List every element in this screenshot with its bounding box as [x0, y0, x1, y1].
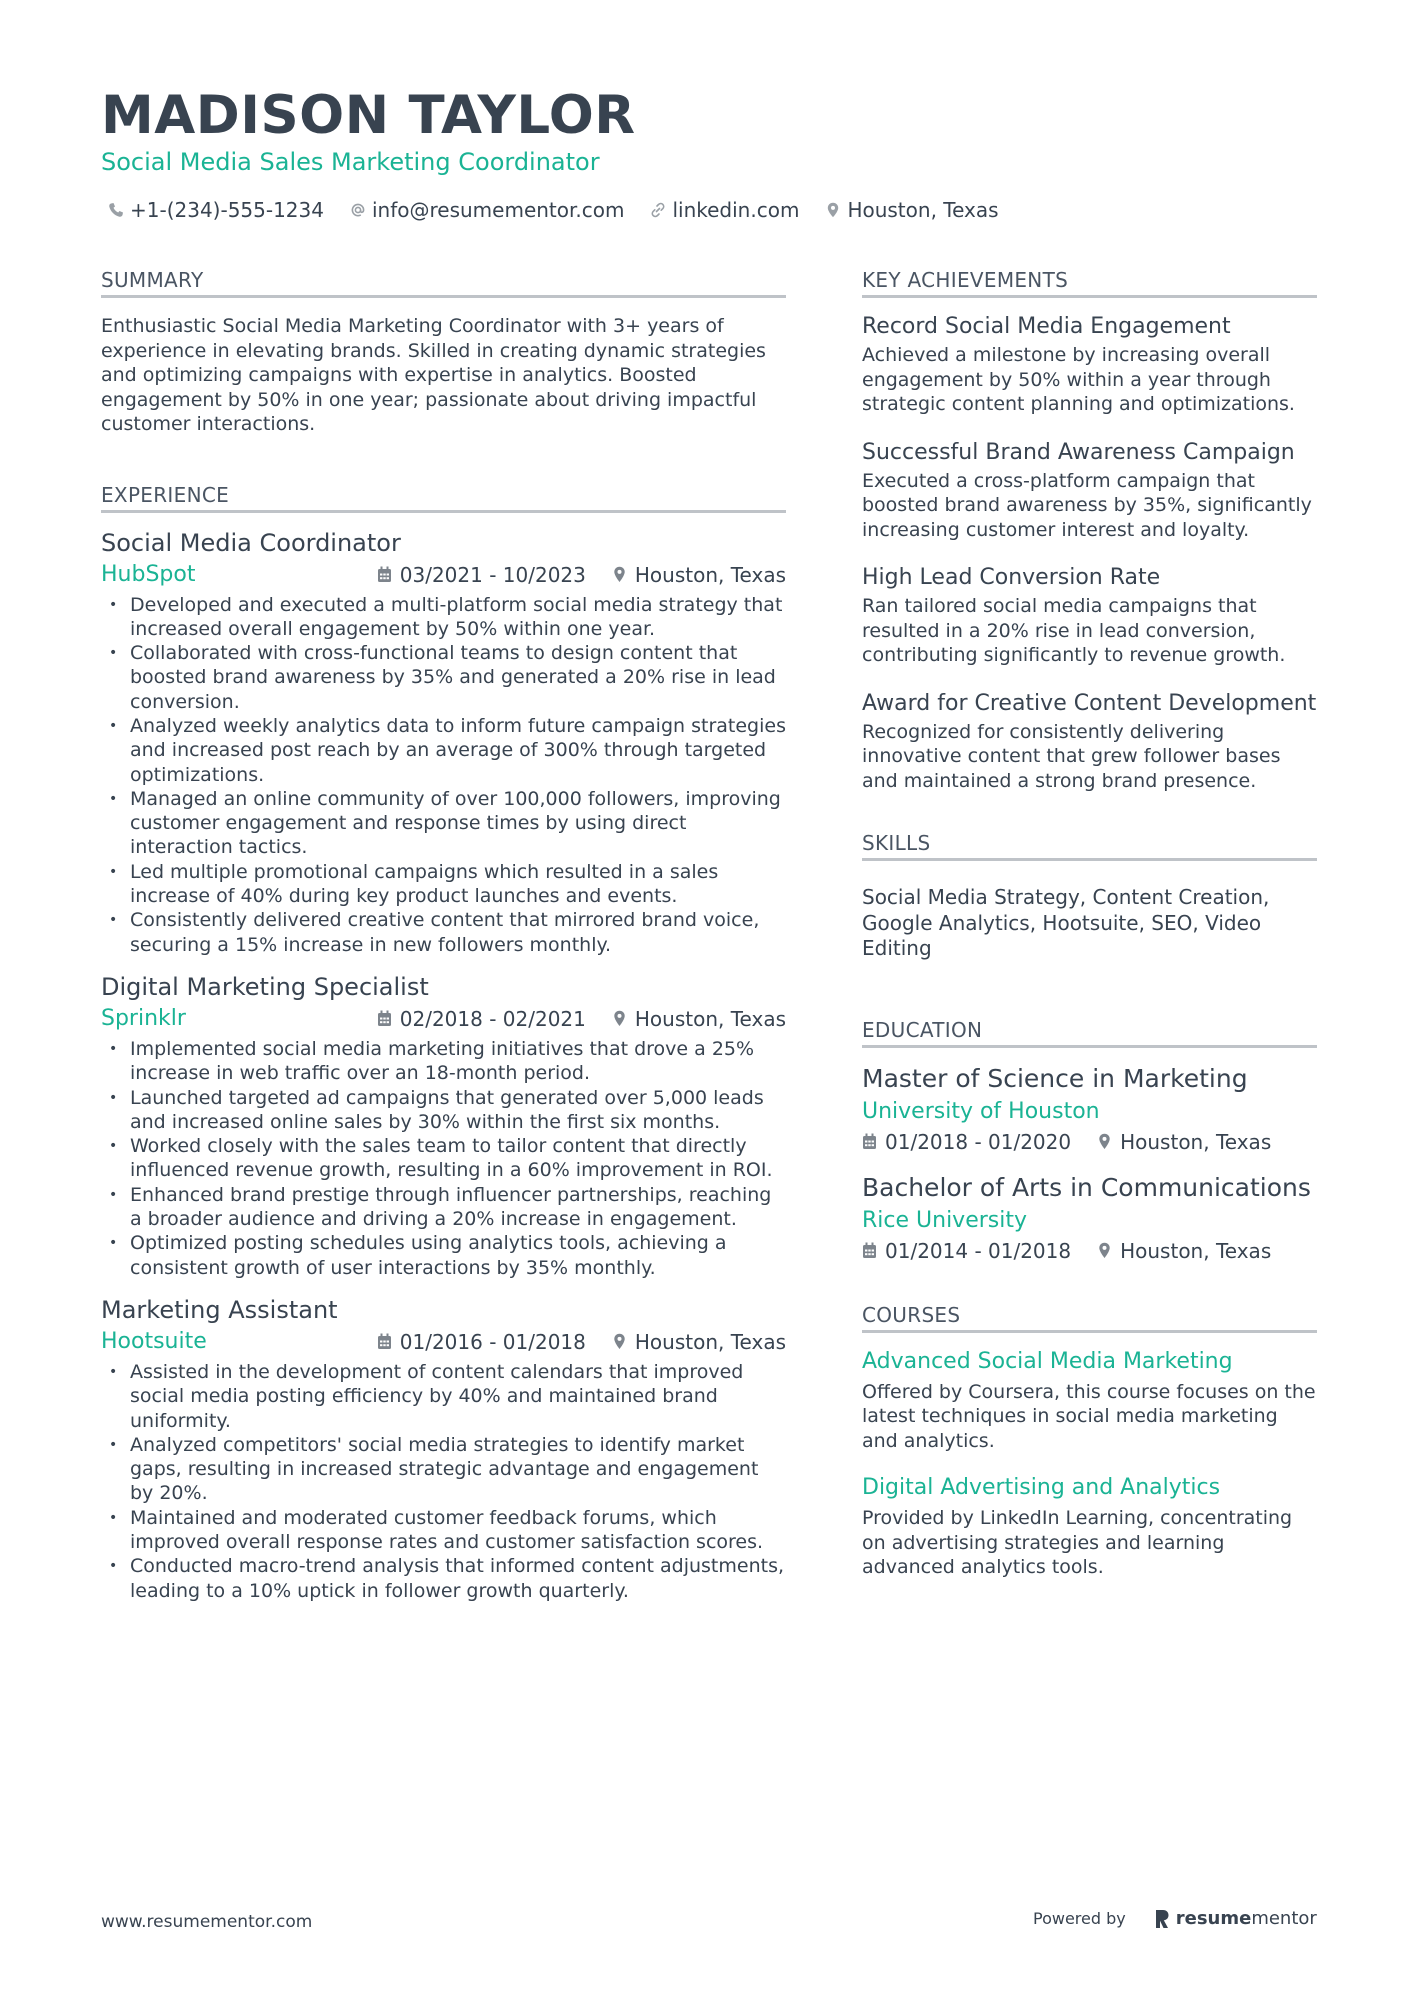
- education-degree: Bachelor of Arts in Communications: [862, 1172, 1311, 1202]
- job-title: Social Media Coordinator: [101, 528, 401, 557]
- job-bullet: • Led multiple promotional campaigns which resulted in a sales increase of 40% during key product launches and events.: [101, 860, 786, 909]
- experience-section: [101, 483, 786, 1603]
- job-company: Hootsuite: [101, 1329, 207, 1355]
- location-pin-icon: [1097, 1242, 1112, 1259]
- courses-heading: COURSES: [862, 1303, 1317, 1333]
- candidate-title: Social Media Sales Marketing Coordinator: [101, 148, 600, 176]
- achievement-item: [862, 691, 1317, 794]
- phone-text: +1-(234)-555-1234: [130, 198, 324, 222]
- candidate-name: MADISON TAYLOR: [101, 85, 636, 146]
- location-pin-icon: [825, 202, 841, 218]
- calendar-icon: [377, 566, 392, 583]
- job-meta: [101, 1328, 786, 1356]
- education-location-text: Houston, Texas: [1120, 1238, 1272, 1263]
- job-meta: [101, 1005, 786, 1033]
- course-item: [862, 1475, 1317, 1580]
- job-location: [612, 563, 786, 587]
- left-column: [101, 268, 786, 1619]
- job-title: Marketing Assistant: [101, 1295, 338, 1324]
- job-entry: [101, 1296, 786, 1603]
- education-dates-text: 01/2014 - 01/2018: [885, 1238, 1072, 1263]
- job-bullet: • Optimized posting schedules using analytics tools, achieving a consistent growth of user interactions by 35% monthly.: [101, 1231, 786, 1280]
- achievement-text: Recognized for consistently delivering innovative content that grew follower bases and maintained a strong brand presence.: [862, 720, 1281, 792]
- job-company: Sprinklr: [101, 1006, 186, 1032]
- job-bullets: [101, 1037, 786, 1280]
- job-location-text: Houston, Texas: [634, 1006, 786, 1031]
- course-text: Offered by Coursera, this course focuses on the latest techniques in social media marketing and analytics.: [862, 1380, 1316, 1452]
- achievement-title: Award for Creative Content Development: [862, 690, 1317, 716]
- achievement-title: High Lead Conversion Rate: [862, 565, 1161, 590]
- education-dates-text: 01/2018 - 01/2020: [885, 1129, 1072, 1154]
- job-bullet: • Developed and executed a multi-platform social media strategy that increased overall engagement by 50% within one year.: [101, 593, 786, 642]
- experience-heading: EXPERIENCE: [101, 483, 786, 513]
- calendar-icon: [377, 1010, 392, 1027]
- job-bullet: • Maintained and moderated customer feedback forums, which improved overall response rates and customer satisfaction scores.: [101, 1506, 786, 1555]
- courses-section: [862, 1303, 1317, 1580]
- job-bullet: • Consistently delivered creative content that mirrored brand voice, securing a 15% increase in new followers monthly.: [101, 908, 786, 957]
- achievements-section: [862, 268, 1317, 793]
- skills-section: [862, 831, 1317, 962]
- at-icon: [350, 202, 366, 218]
- linkedin-text: linkedin.com: [672, 198, 800, 222]
- location-pin-icon: [612, 1333, 627, 1350]
- education-location-text: Houston, Texas: [1120, 1129, 1272, 1154]
- brand-name-light: mentor: [1251, 1908, 1317, 1929]
- achievement-item: [862, 314, 1317, 417]
- education-degree: Master of Science in Marketing: [862, 1063, 1248, 1093]
- summary-section: [101, 268, 786, 437]
- achievement-title: Record Social Media Engagement: [862, 314, 1231, 339]
- phone-icon: [108, 202, 124, 218]
- job-dates: [377, 1007, 586, 1031]
- job-dates: [377, 563, 586, 587]
- achievement-text: Executed a cross-platform campaign that boosted brand awareness by 35%, significantly increasing customer interest and loyalty.: [862, 469, 1312, 541]
- footer-website-link[interactable]: www.resumementor.com: [101, 1912, 313, 1932]
- powered-by-label: Powered by: [1033, 1909, 1126, 1928]
- achievement-text: Achieved a milestone by increasing overall engagement by 50% within a year through strategic content planning and optimizations.: [862, 344, 1295, 415]
- calendar-icon: [377, 1333, 392, 1350]
- achievement-title: Successful Brand Awareness Campaign: [862, 439, 1295, 465]
- education-list: [862, 1064, 1317, 1263]
- course-title: Advanced Social Media Marketing: [862, 1348, 1233, 1374]
- location-text: Houston, Texas: [847, 198, 999, 222]
- job-meta: [101, 561, 786, 589]
- course-title: Digital Advertising and Analytics: [862, 1475, 1221, 1500]
- link-icon: [650, 202, 666, 218]
- education-school: University of Houston: [862, 1098, 1100, 1124]
- job-location-text: Houston, Texas: [634, 562, 786, 587]
- education-dates: [862, 1130, 1071, 1154]
- right-column: [862, 268, 1317, 1602]
- job-location: [612, 1007, 786, 1031]
- summary-heading: SUMMARY: [101, 268, 786, 298]
- job-bullet: • Conducted macro-trend analysis that informed content adjustments, leading to a 10% uptick in follower growth quarterly.: [101, 1554, 786, 1603]
- contact-bar: [108, 198, 999, 222]
- achievements-list: [862, 314, 1317, 793]
- job-bullet: • Collaborated with cross-functional teams to design content that boosted brand awareness by 35% and generated a 20% rise in lead conversion.: [101, 641, 786, 714]
- skills-text: Social Media Strategy, Content Creation, Google Analytics, Hootsuite, SEO, Video Editing: [862, 885, 1270, 960]
- location-pin-icon: [612, 1010, 627, 1027]
- achievement-item: [862, 565, 1317, 668]
- achievement-text: Ran tailored social media campaigns that resulted in a 20% rise in lead conversion, contributing significantly to revenue growth.: [862, 595, 1286, 666]
- email-text: info@resumementor.com: [371, 198, 625, 222]
- education-dates: [862, 1239, 1071, 1263]
- location-pin-icon: [612, 566, 627, 583]
- job-title: Digital Marketing Specialist: [101, 972, 429, 1001]
- job-location: [612, 1330, 786, 1354]
- education-school: Rice University: [862, 1207, 1027, 1233]
- job-bullet: • Implemented social media marketing initiatives that drove a 25% increase in web traffic over an 18-month period.: [101, 1037, 786, 1086]
- job-dates-text: 03/2021 - 10/2023: [399, 562, 586, 587]
- job-bullet: • Analyzed competitors' social media strategies to identify market gaps, resulting in increased strategic advantage and engagement by 20%.: [101, 1433, 786, 1506]
- education-meta: [862, 1239, 1317, 1263]
- contact-location: [825, 198, 998, 222]
- job-company: HubSpot: [101, 562, 196, 587]
- job-bullets: [101, 593, 786, 957]
- brand-name-bold: resume: [1175, 1908, 1252, 1929]
- course-item: [862, 1349, 1317, 1454]
- experience-list: [101, 529, 786, 1603]
- education-item: [862, 1064, 1317, 1154]
- job-entry: [101, 973, 786, 1280]
- calendar-icon: [862, 1133, 877, 1150]
- skills-heading: SKILLS: [862, 831, 1317, 861]
- job-bullet: • Assisted in the development of content calendars that improved social media posting efficiency by 40% and maintained brand uniformity.: [101, 1360, 786, 1433]
- education-location: [1097, 1130, 1271, 1154]
- job-bullet: • Enhanced brand prestige through influencer partnerships, reaching a broader audience and driving a 20% increase in engagement.: [101, 1183, 786, 1232]
- contact-email[interactable]: [350, 198, 624, 222]
- education-section: [862, 1018, 1317, 1263]
- job-dates-text: 01/2016 - 01/2018: [399, 1329, 586, 1354]
- calendar-icon: [862, 1242, 877, 1259]
- powered-by-badge: [1033, 1908, 1317, 1929]
- job-bullets: [101, 1360, 786, 1603]
- job-bullet: • Worked closely with the sales team to tailor content that directly influenced revenue growth, resulting in a 60% improvement in ROI.: [101, 1134, 786, 1183]
- summary-text: Enthusiastic Social Media Marketing Coordinator with 3+ years of experience in elevating brands. Skilled in creating dynamic strategies and optimizing campaigns with expertise in analytics. Boosted engagement by 50% in one year; passionate about driving impactful customer interactions.: [101, 315, 766, 435]
- job-dates-text: 02/2018 - 02/2021: [399, 1006, 586, 1031]
- contact-phone[interactable]: [108, 198, 324, 222]
- education-heading: EDUCATION: [862, 1018, 1317, 1048]
- course-text: Provided by LinkedIn Learning, concentrating on advertising strategies and learning advanced analytics tools.: [862, 1507, 1293, 1578]
- job-dates: [377, 1330, 586, 1354]
- courses-list: [862, 1349, 1317, 1580]
- job-entry: [101, 529, 786, 957]
- job-bullet: • Managed an online community of over 100,000 followers, improving customer engagement and response times by using direct interaction tactics.: [101, 787, 786, 860]
- brand-mark-icon: [1154, 1909, 1170, 1929]
- achievement-item: [862, 440, 1317, 543]
- education-meta: [862, 1130, 1317, 1154]
- education-location: [1097, 1239, 1271, 1263]
- achievements-heading: KEY ACHIEVEMENTS: [862, 268, 1317, 298]
- education-item: [862, 1173, 1317, 1263]
- location-pin-icon: [1097, 1133, 1112, 1150]
- brand-logo[interactable]: [1154, 1908, 1317, 1929]
- job-bullet: • Launched targeted ad campaigns that generated over 5,000 leads and increased online sales by 30% within the first six months.: [101, 1086, 786, 1135]
- job-bullet: • Analyzed weekly analytics data to inform future campaign strategies and increased post reach by an average of 300% through targeted optimizations.: [101, 714, 786, 787]
- contact-linkedin[interactable]: [650, 198, 799, 222]
- job-location-text: Houston, Texas: [634, 1329, 786, 1354]
